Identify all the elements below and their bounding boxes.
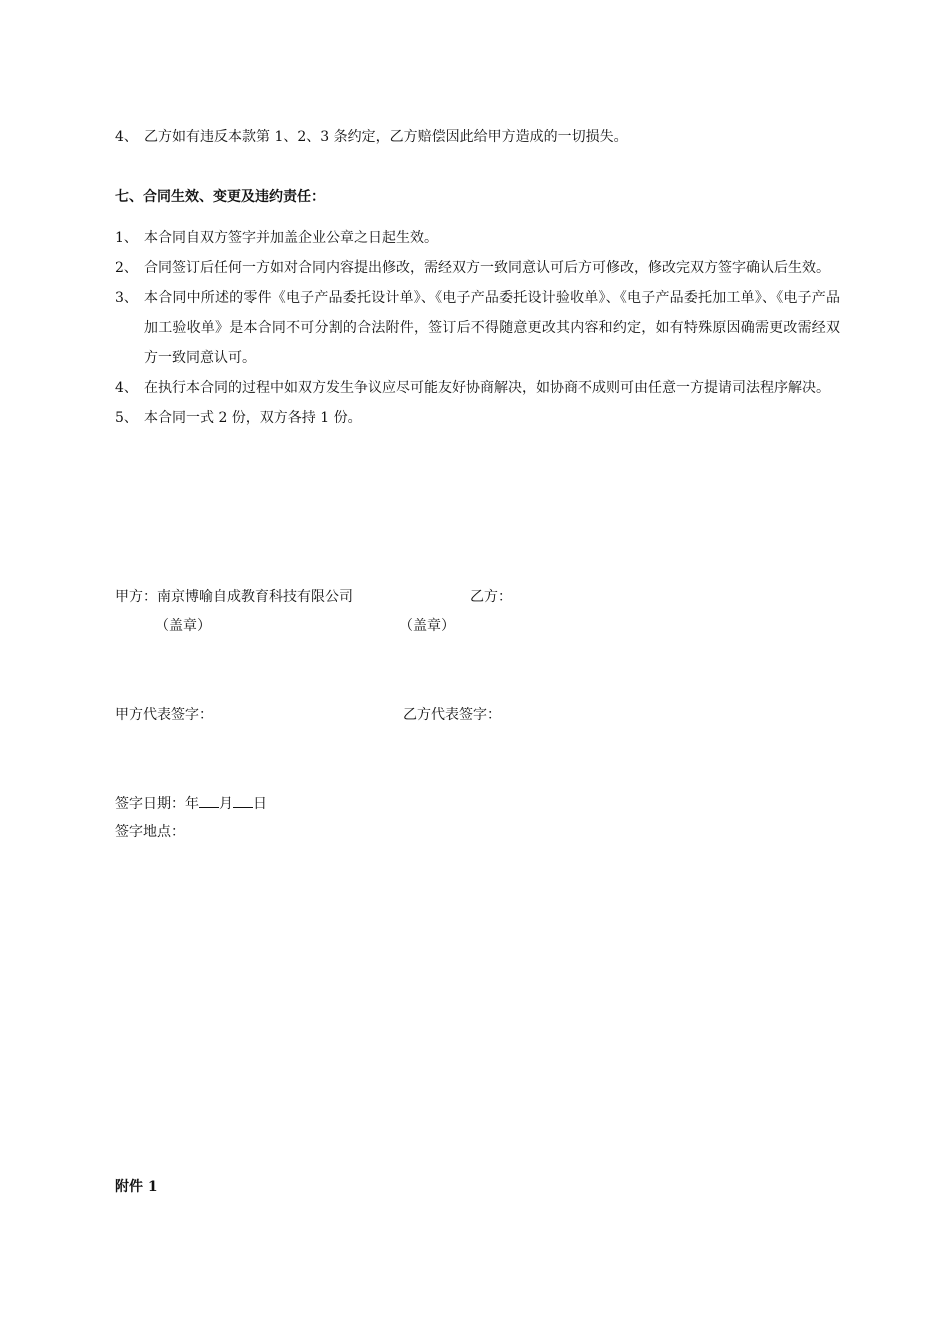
item-text: 本合同一式 2 份，双方各持 1 份。	[144, 410, 362, 426]
item-number: 4、	[115, 380, 138, 396]
item-text: 乙方如有违反本款第 1、2、3 条约定，乙方赔偿因此给甲方造成的一切损失。	[144, 129, 628, 145]
party-b-representative: 乙方代表签字：	[403, 707, 501, 723]
month-blank	[199, 793, 219, 808]
party-b-seal: （盖章）	[399, 618, 455, 634]
date-month: 月	[219, 796, 233, 812]
signing-date	[115, 793, 267, 814]
item-number: 2、	[115, 260, 138, 276]
list-item	[115, 373, 840, 403]
item-text: 合同签订后任何一方如对合同内容提出修改，需经双方一致同意认可后方可修改，修改完双方签字确认后生效。	[144, 260, 830, 276]
date-label: 签字日期：	[115, 796, 185, 812]
party-a-representative: 甲方代表签字：	[115, 707, 213, 723]
date-year: 年	[185, 796, 199, 812]
item-number: 3、	[115, 290, 138, 306]
item-text: 在执行本合同的过程中如双方发生争议应尽可能友好协商解决，如协商不成则可由任意一方提请司法程序解决。	[144, 380, 830, 396]
item-number: 1、	[115, 230, 138, 246]
party-a-label: 甲方：南京博喻自成教育科技有限公司	[115, 589, 353, 605]
party-b-label: 乙方：	[470, 589, 512, 605]
list-item	[115, 223, 840, 253]
item-text: 本合同中所述的零件《电子产品委托设计单》、《电子产品委托设计验收单》、《电子产品委托加工单》、《电子产品加工验收单》是本合同不可分割的合法附件，签订后不得随意更改其内容和约定，如有特殊原因确需更改需经双方一致同意认可。	[144, 290, 840, 366]
signing-place: 签字地点：	[115, 824, 185, 840]
section-heading: 七、合同生效、变更及违约责任：	[115, 189, 325, 205]
list-item	[115, 283, 840, 373]
list-item	[115, 403, 840, 433]
clause-six-list	[115, 122, 840, 152]
list-item	[115, 122, 840, 152]
attachment-heading: 附件 1	[115, 1179, 158, 1195]
item-number: 4、	[115, 129, 138, 145]
item-text: 本合同自双方签字并加盖企业公章之日起生效。	[144, 230, 438, 246]
section-seven-list	[115, 223, 840, 433]
party-a-seal: （盖章）	[155, 618, 211, 634]
list-item	[115, 253, 840, 283]
day-blank	[233, 793, 253, 808]
item-number: 5、	[115, 410, 138, 426]
date-day: 日	[253, 796, 267, 812]
